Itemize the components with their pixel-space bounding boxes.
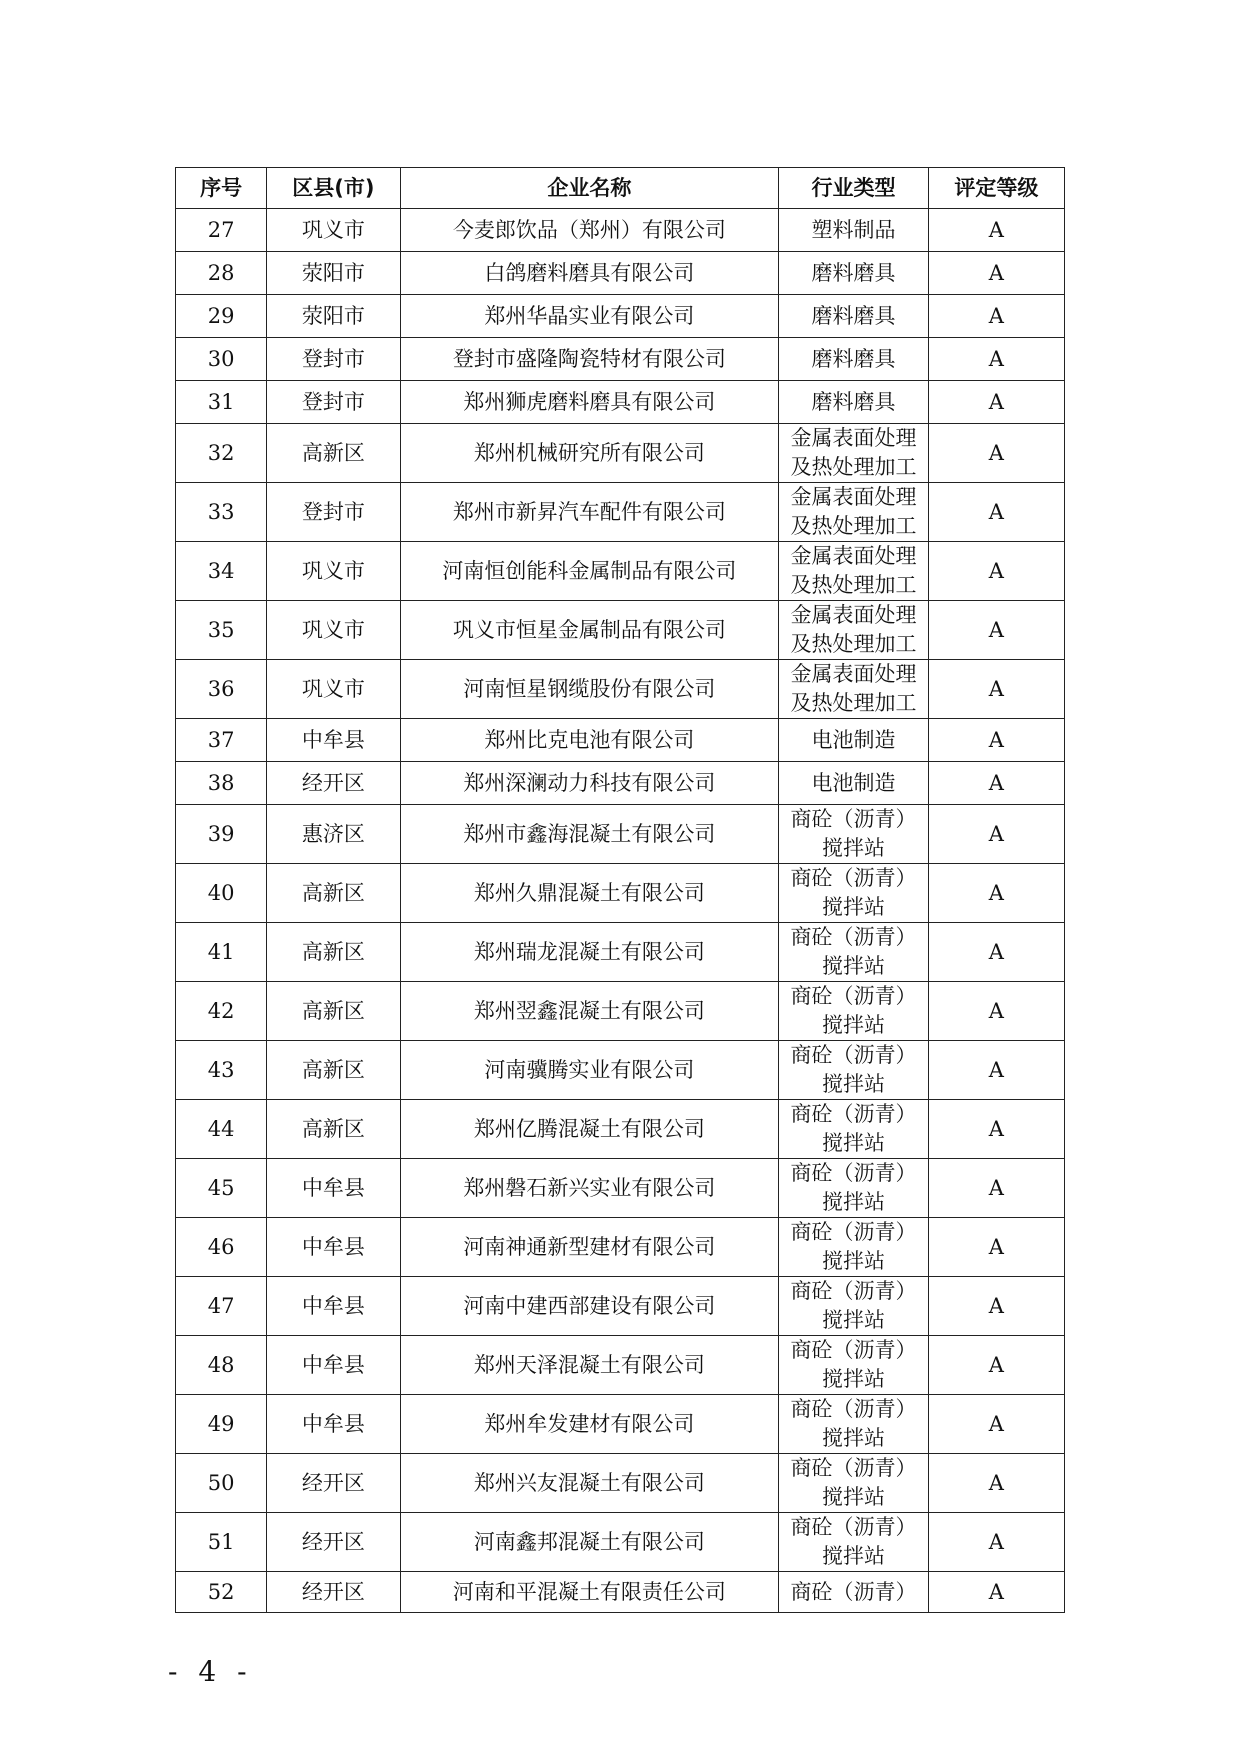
cell-industry-type — [779, 805, 928, 864]
cell-grade: A — [928, 1100, 1064, 1159]
industry-line: 金属表面处理 — [790, 603, 917, 627]
cell-grade: A — [928, 338, 1064, 381]
table-row — [176, 252, 1065, 295]
industry-line: 电池制造 — [811, 727, 896, 752]
table-row — [176, 209, 1065, 252]
cell-company-name: 郑州市鑫海混凝土有限公司 — [400, 805, 779, 864]
cell-district: 巩义市 — [267, 660, 400, 719]
cell-grade: A — [928, 1041, 1064, 1100]
cell-company-name: 郑州翌鑫混凝土有限公司 — [400, 982, 779, 1041]
header-grade: 评定等级 — [928, 168, 1064, 209]
table-row — [176, 542, 1065, 601]
table-row — [176, 1277, 1065, 1336]
table-row — [176, 381, 1065, 424]
cell-serial-number: 27 — [176, 209, 267, 252]
table-row — [176, 1395, 1065, 1454]
cell-grade: A — [928, 1454, 1064, 1513]
industry-line: 及热处理加工 — [790, 573, 917, 597]
cell-industry-type — [779, 1159, 928, 1218]
cell-company-name: 郑州深澜动力科技有限公司 — [400, 762, 779, 805]
cell-serial-number: 48 — [176, 1336, 267, 1395]
cell-industry-type — [779, 1513, 928, 1572]
table-header-row — [176, 168, 1065, 209]
cell-serial-number: 44 — [176, 1100, 267, 1159]
cell-industry-type — [779, 864, 928, 923]
table-row — [176, 1336, 1065, 1395]
cell-serial-number: 41 — [176, 923, 267, 982]
table-row — [176, 923, 1065, 982]
industry-line: 商砼（沥青） — [790, 1161, 917, 1185]
industry-line: 金属表面处理 — [790, 544, 917, 568]
table-row — [176, 1218, 1065, 1277]
cell-district: 高新区 — [267, 1100, 400, 1159]
table-row — [176, 338, 1065, 381]
cell-serial-number: 49 — [176, 1395, 267, 1454]
cell-company-name: 白鸽磨料磨具有限公司 — [400, 252, 779, 295]
enterprise-grade-table — [175, 167, 1065, 1613]
table-row — [176, 805, 1065, 864]
cell-grade: A — [928, 1395, 1064, 1454]
industry-line: 搅拌站 — [822, 836, 885, 860]
cell-district: 巩义市 — [267, 601, 400, 660]
industry-line: 搅拌站 — [822, 1013, 885, 1037]
cell-district: 惠济区 — [267, 805, 400, 864]
cell-company-name: 郑州牟发建材有限公司 — [400, 1395, 779, 1454]
cell-district: 荥阳市 — [267, 295, 400, 338]
cell-company-name: 郑州瑞龙混凝土有限公司 — [400, 923, 779, 982]
cell-serial-number: 37 — [176, 719, 267, 762]
cell-industry-type — [779, 252, 928, 295]
cell-serial-number: 42 — [176, 982, 267, 1041]
cell-company-name: 郑州比克电池有限公司 — [400, 719, 779, 762]
table-row — [176, 1159, 1065, 1218]
cell-industry-type — [779, 762, 928, 805]
cell-district: 高新区 — [267, 424, 400, 483]
industry-line: 搅拌站 — [822, 1426, 885, 1450]
cell-industry-type — [779, 923, 928, 982]
cell-grade: A — [928, 1336, 1064, 1395]
cell-industry-type — [779, 381, 928, 424]
industry-line: 商砼（沥青） — [790, 1102, 917, 1126]
cell-industry-type — [779, 1395, 928, 1454]
header-serial-number: 序号 — [176, 168, 267, 209]
cell-serial-number: 38 — [176, 762, 267, 805]
cell-industry-type — [779, 338, 928, 381]
cell-company-name: 巩义市恒星金属制品有限公司 — [400, 601, 779, 660]
cell-district: 登封市 — [267, 338, 400, 381]
cell-serial-number: 33 — [176, 483, 267, 542]
cell-district: 登封市 — [267, 381, 400, 424]
industry-line: 磨料磨具 — [811, 346, 896, 371]
cell-serial-number: 29 — [176, 295, 267, 338]
cell-district: 中牟县 — [267, 1395, 400, 1454]
cell-industry-type — [779, 295, 928, 338]
cell-grade: A — [928, 1572, 1064, 1613]
industry-line: 磨料磨具 — [811, 260, 896, 285]
header-district: 区县(市) — [267, 168, 400, 209]
cell-grade: A — [928, 923, 1064, 982]
table-row — [176, 295, 1065, 338]
cell-company-name: 郑州市新昇汽车配件有限公司 — [400, 483, 779, 542]
cell-serial-number: 35 — [176, 601, 267, 660]
cell-grade: A — [928, 252, 1064, 295]
industry-line: 搅拌站 — [822, 1308, 885, 1332]
cell-serial-number: 40 — [176, 864, 267, 923]
cell-district: 经开区 — [267, 762, 400, 805]
cell-industry-type — [779, 1100, 928, 1159]
cell-serial-number: 34 — [176, 542, 267, 601]
cell-district: 中牟县 — [267, 719, 400, 762]
table-row — [176, 483, 1065, 542]
cell-serial-number: 31 — [176, 381, 267, 424]
cell-grade: A — [928, 762, 1064, 805]
cell-district: 荥阳市 — [267, 252, 400, 295]
cell-serial-number: 28 — [176, 252, 267, 295]
page-number: - 4 - — [168, 1655, 253, 1688]
cell-grade: A — [928, 209, 1064, 252]
industry-line: 商砼（沥青） — [790, 984, 917, 1008]
cell-district: 中牟县 — [267, 1159, 400, 1218]
table-row — [176, 601, 1065, 660]
industry-line: 商砼（沥青） — [790, 1515, 917, 1539]
cell-company-name: 郑州兴友混凝土有限公司 — [400, 1454, 779, 1513]
cell-company-name: 郑州磐石新兴实业有限公司 — [400, 1159, 779, 1218]
industry-line: 及热处理加工 — [790, 514, 917, 538]
cell-district: 中牟县 — [267, 1218, 400, 1277]
cell-industry-type — [779, 209, 928, 252]
cell-serial-number: 46 — [176, 1218, 267, 1277]
cell-grade: A — [928, 542, 1064, 601]
cell-serial-number: 50 — [176, 1454, 267, 1513]
cell-district: 中牟县 — [267, 1277, 400, 1336]
table-row — [176, 1041, 1065, 1100]
cell-grade: A — [928, 1277, 1064, 1336]
cell-industry-type — [779, 982, 928, 1041]
table-row — [176, 1513, 1065, 1572]
cell-serial-number: 45 — [176, 1159, 267, 1218]
cell-district: 高新区 — [267, 923, 400, 982]
cell-district: 经开区 — [267, 1454, 400, 1513]
cell-grade: A — [928, 424, 1064, 483]
industry-line: 磨料磨具 — [811, 389, 896, 414]
cell-grade: A — [928, 660, 1064, 719]
cell-district: 巩义市 — [267, 542, 400, 601]
industry-line: 商砼（沥青） — [790, 1043, 917, 1067]
cell-industry-type — [779, 1218, 928, 1277]
cell-district: 中牟县 — [267, 1336, 400, 1395]
table-row — [176, 1572, 1065, 1613]
table-body — [176, 209, 1065, 1613]
cell-company-name: 郑州天泽混凝土有限公司 — [400, 1336, 779, 1395]
industry-line: 搅拌站 — [822, 1485, 885, 1509]
cell-grade: A — [928, 719, 1064, 762]
cell-district: 经开区 — [267, 1513, 400, 1572]
cell-grade: A — [928, 1218, 1064, 1277]
header-company-name: 企业名称 — [400, 168, 779, 209]
cell-serial-number: 43 — [176, 1041, 267, 1100]
cell-industry-type — [779, 1041, 928, 1100]
table-row — [176, 1100, 1065, 1159]
cell-district: 巩义市 — [267, 209, 400, 252]
cell-company-name: 河南和平混凝土有限责任公司 — [400, 1572, 779, 1613]
industry-line: 商砼（沥青） — [790, 1279, 917, 1303]
cell-grade: A — [928, 381, 1064, 424]
industry-line: 磨料磨具 — [811, 303, 896, 328]
cell-grade: A — [928, 1513, 1064, 1572]
cell-company-name: 河南恒星钢缆股份有限公司 — [400, 660, 779, 719]
cell-company-name: 郑州久鼎混凝土有限公司 — [400, 864, 779, 923]
industry-line: 搅拌站 — [822, 954, 885, 978]
table-row — [176, 864, 1065, 923]
cell-serial-number: 32 — [176, 424, 267, 483]
industry-line: 搅拌站 — [822, 1131, 885, 1155]
cell-district: 高新区 — [267, 864, 400, 923]
cell-industry-type — [779, 1277, 928, 1336]
cell-industry-type — [779, 542, 928, 601]
cell-grade: A — [928, 295, 1064, 338]
industry-line: 及热处理加工 — [790, 691, 917, 715]
industry-line: 及热处理加工 — [790, 455, 917, 479]
cell-company-name: 登封市盛隆陶瓷特材有限公司 — [400, 338, 779, 381]
industry-line: 商砼（沥青） — [790, 1579, 917, 1604]
industry-line: 金属表面处理 — [790, 662, 917, 686]
industry-line: 商砼（沥青） — [790, 925, 917, 949]
industry-line: 商砼（沥青） — [790, 1338, 917, 1362]
cell-industry-type — [779, 601, 928, 660]
cell-district: 登封市 — [267, 483, 400, 542]
cell-serial-number: 36 — [176, 660, 267, 719]
table-row — [176, 762, 1065, 805]
cell-grade: A — [928, 864, 1064, 923]
industry-line: 搅拌站 — [822, 1544, 885, 1568]
industry-line: 搅拌站 — [822, 1072, 885, 1096]
industry-line: 商砼（沥青） — [790, 1456, 917, 1480]
cell-industry-type — [779, 424, 928, 483]
table-row — [176, 982, 1065, 1041]
cell-grade: A — [928, 483, 1064, 542]
industry-line: 搅拌站 — [822, 895, 885, 919]
cell-serial-number: 51 — [176, 1513, 267, 1572]
cell-grade: A — [928, 601, 1064, 660]
industry-line: 搅拌站 — [822, 1367, 885, 1391]
industry-line: 塑料制品 — [811, 217, 896, 242]
industry-line: 商砼（沥青） — [790, 1397, 917, 1421]
industry-line: 电池制造 — [811, 770, 896, 795]
cell-serial-number: 39 — [176, 805, 267, 864]
table-row — [176, 1454, 1065, 1513]
cell-company-name: 郑州狮虎磨料磨具有限公司 — [400, 381, 779, 424]
cell-company-name: 河南恒创能科金属制品有限公司 — [400, 542, 779, 601]
cell-industry-type — [779, 719, 928, 762]
industry-line: 金属表面处理 — [790, 426, 917, 450]
cell-company-name: 郑州华晶实业有限公司 — [400, 295, 779, 338]
table-row — [176, 660, 1065, 719]
table-row — [176, 719, 1065, 762]
cell-district: 高新区 — [267, 982, 400, 1041]
industry-line: 搅拌站 — [822, 1190, 885, 1214]
cell-industry-type — [779, 1454, 928, 1513]
header-industry-type: 行业类型 — [779, 168, 928, 209]
cell-industry-type — [779, 660, 928, 719]
cell-company-name: 今麦郎饮品（郑州）有限公司 — [400, 209, 779, 252]
cell-company-name: 河南骥腾实业有限公司 — [400, 1041, 779, 1100]
cell-serial-number: 30 — [176, 338, 267, 381]
cell-serial-number: 47 — [176, 1277, 267, 1336]
cell-company-name: 河南鑫邦混凝土有限公司 — [400, 1513, 779, 1572]
cell-industry-type — [779, 1336, 928, 1395]
cell-grade: A — [928, 805, 1064, 864]
table-row — [176, 424, 1065, 483]
cell-district: 高新区 — [267, 1041, 400, 1100]
industry-line: 商砼（沥青） — [790, 866, 917, 890]
cell-grade: A — [928, 1159, 1064, 1218]
cell-company-name: 郑州亿腾混凝土有限公司 — [400, 1100, 779, 1159]
cell-industry-type — [779, 1572, 928, 1613]
industry-line: 及热处理加工 — [790, 632, 917, 656]
cell-company-name: 河南神通新型建材有限公司 — [400, 1218, 779, 1277]
industry-line: 搅拌站 — [822, 1249, 885, 1273]
industry-line: 商砼（沥青） — [790, 807, 917, 831]
cell-industry-type — [779, 483, 928, 542]
industry-line: 商砼（沥青） — [790, 1220, 917, 1244]
cell-serial-number: 52 — [176, 1572, 267, 1613]
cell-district: 经开区 — [267, 1572, 400, 1613]
cell-company-name: 河南中建西部建设有限公司 — [400, 1277, 779, 1336]
industry-line: 金属表面处理 — [790, 485, 917, 509]
cell-company-name: 郑州机械研究所有限公司 — [400, 424, 779, 483]
cell-grade: A — [928, 982, 1064, 1041]
